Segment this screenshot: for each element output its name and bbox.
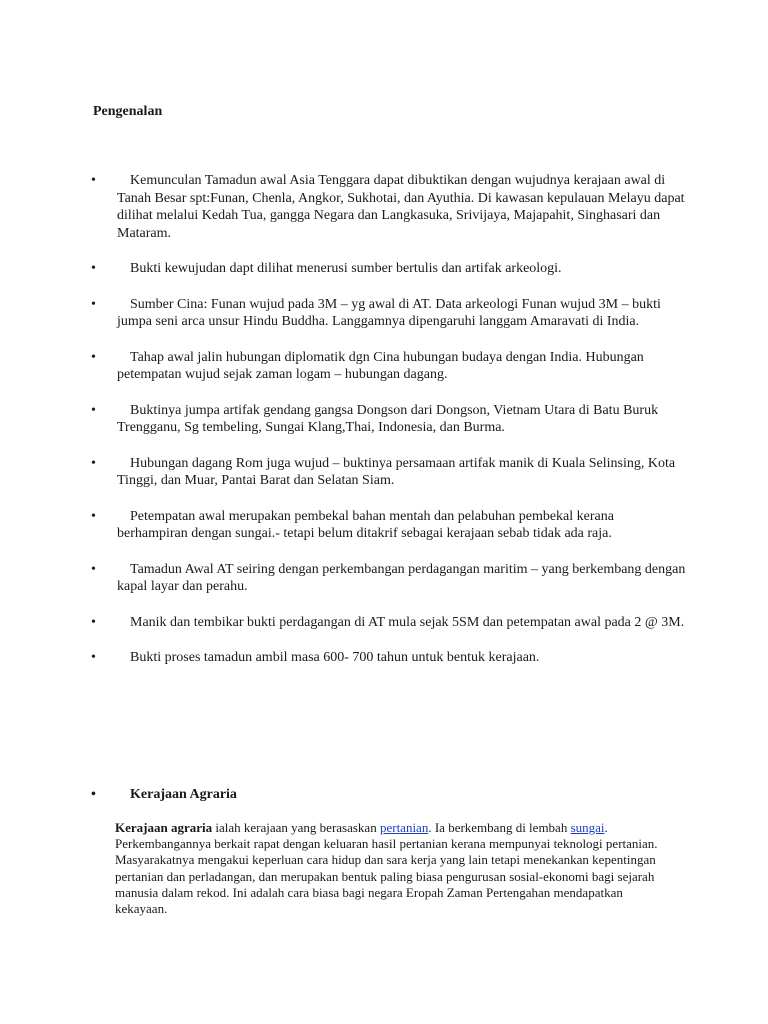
list-item bbox=[88, 614, 688, 632]
list-item bbox=[88, 508, 688, 543]
list-item bbox=[88, 349, 688, 384]
bullet-icon: • bbox=[91, 455, 96, 471]
list-item-text: Buktinya jumpa artifak gendang gangsa Dongson dari Dongson, Vietnam Utara di Batu Buruk Trengganu, Sg tembeling, Sungai Klang,Thai, Indonesia, dan Burma. bbox=[117, 402, 659, 435]
list-item bbox=[88, 455, 688, 490]
list-item bbox=[88, 296, 688, 331]
section-title: Kerajaan Agraria bbox=[130, 787, 237, 802]
bullet-icon: • bbox=[91, 561, 96, 577]
list-item-text: Tahap awal jalin hubungan diplomatik dgn Cina hubungan budaya dengan India. Hubungan petempatan wujud sejak zaman logam – hubungan dagang. bbox=[117, 349, 644, 382]
paragraph-text: . Perkembangannya berkait rapat dengan keluaran hasil pertanian kerana mempunyai teknologi pertanian. Masyarakatnya mengakui keperluan cara hidup dan sara kerja yang lain tetapi menekankan kepentingan pertanian dan perladangan, dan merupakan bentuk paling biasa pengurusan sosial-ekonomi bagi sejarah manusia dalam rekod. Ini adalah cara biasa bagi negara Eropah Zaman Pertengahan mendapatkan kekayaan. bbox=[115, 820, 658, 917]
list-item-text: Tamadun Awal AT seiring dengan perkembangan perdagangan maritim – yang berkembang dengan kapal layar dan perahu. bbox=[117, 561, 686, 594]
link-sungai[interactable]: sungai bbox=[570, 820, 605, 835]
bullet-icon: • bbox=[91, 261, 96, 276]
page-title: Pengenalan bbox=[93, 104, 163, 119]
list-item-text: Hubungan dagang Rom juga wujud – buktinya persamaan artifak manik di Kuala Selinsing, Kota Tinggi, dan Muar, Pantai Barat dan Selatan Siam. bbox=[117, 455, 676, 488]
paragraph-text: . Ia berkembang di lembah bbox=[428, 820, 571, 835]
section-heading bbox=[88, 786, 688, 804]
list-item-text: Bukti kewujudan dapt dilihat menerusi sumber bertulis dan artifak arkeologi. bbox=[130, 261, 562, 276]
list-item bbox=[88, 561, 688, 596]
list-item bbox=[88, 649, 688, 667]
list-item bbox=[88, 172, 688, 242]
list-item-text: Sumber Cina: Funan wujud pada 3M – yg awal di AT. Data arkeologi Funan wujud 3M – bukti jumpa seni arca unsur Hindu Buddha. Langgamnya dipengaruhi langgam Amaravati di India. bbox=[117, 296, 661, 329]
section-kerajaan-agraria bbox=[88, 786, 688, 822]
agraria-paragraph bbox=[115, 820, 675, 917]
bullet-icon: • bbox=[91, 508, 96, 524]
link-pertanian[interactable]: pertanian bbox=[379, 820, 429, 835]
bullet-icon: • bbox=[91, 614, 96, 630]
list-item-text: Petempatan awal merupakan pembekal bahan mentah dan pelabuhan pembekal kerana berhampiran dengan sungai.- tetapi belum ditakrif sebagai kerajaan sebab tidak ada raja. bbox=[117, 508, 614, 541]
list-item-text: Kemunculan Tamadun awal Asia Tenggara dapat dibuktikan dengan wujudnya kerajaan awal di Tanah Besar spt:Funan, Chenla, Angkor, Sukhotai, dan Ayuthia. Di kawasan kepulauan Melayu dapat dilihat melalui Kedah Tua, gangga Negara dan Langkasuka, Srivijaya, Majapahit, Singhasari dan Mataram. bbox=[117, 173, 685, 241]
bullet-list bbox=[88, 172, 688, 685]
paragraph-text: ialah kerajaan yang berasaskan bbox=[212, 820, 380, 835]
list-item-text: Manik dan tembikar bukti perdagangan di AT mula sejak 5SM dan petempatan awal pada 2 @ 3M. bbox=[130, 614, 685, 630]
bullet-icon: • bbox=[91, 787, 96, 802]
bullet-icon: • bbox=[91, 296, 96, 312]
bullet-icon: • bbox=[91, 173, 96, 188]
bullet-icon: • bbox=[91, 349, 96, 365]
list-item bbox=[88, 402, 688, 437]
list-item-text: Bukti proses tamadun ambil masa 600- 700 tahun untuk bentuk kerajaan. bbox=[130, 650, 540, 665]
bullet-icon: • bbox=[91, 402, 96, 418]
term-bold: Kerajaan agraria bbox=[115, 820, 213, 835]
list-item bbox=[88, 260, 688, 278]
bullet-icon: • bbox=[91, 650, 96, 665]
